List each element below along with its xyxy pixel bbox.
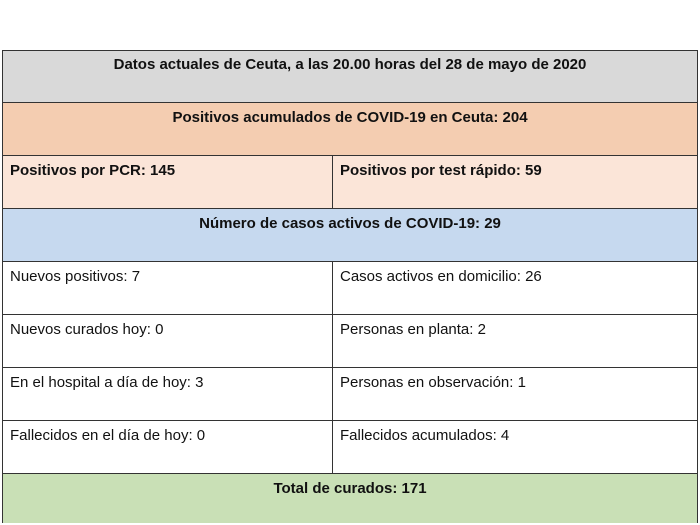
positivos-test-rapido: Positivos por test rápido: 59	[333, 156, 698, 209]
table-row	[3, 368, 698, 421]
covid-data-table	[2, 50, 698, 523]
positivos-acumulados: Positivos acumulados de COVID-19 en Ceuta: 204	[3, 103, 698, 156]
table-row	[3, 421, 698, 474]
activos-row	[3, 209, 698, 262]
table-row	[3, 315, 698, 368]
positivos-row	[3, 103, 698, 156]
total-curados: Total de curados: 171	[3, 474, 698, 524]
table-row	[3, 262, 698, 315]
row-left-cell: Nuevos curados hoy: 0	[3, 315, 333, 368]
total-row	[3, 474, 698, 524]
header-row	[3, 51, 698, 103]
row-right-cell: Personas en observación: 1	[333, 368, 698, 421]
row-left-cell: Nuevos positivos: 7	[3, 262, 333, 315]
header-title: Datos actuales de Ceuta, a las 20.00 horas del 28 de mayo de 2020	[3, 51, 698, 103]
row-left-cell: Fallecidos en el día de hoy: 0	[3, 421, 333, 474]
row-right-cell: Fallecidos acumulados: 4	[333, 421, 698, 474]
positivos-pcr: Positivos por PCR: 145	[3, 156, 333, 209]
row-right-cell: Casos activos en domicilio: 26	[333, 262, 698, 315]
casos-activos: Número de casos activos de COVID-19: 29	[3, 209, 698, 262]
row-right-cell: Personas en planta: 2	[333, 315, 698, 368]
row-left-cell: En el hospital a día de hoy: 3	[3, 368, 333, 421]
positivos-split-row	[3, 156, 698, 209]
